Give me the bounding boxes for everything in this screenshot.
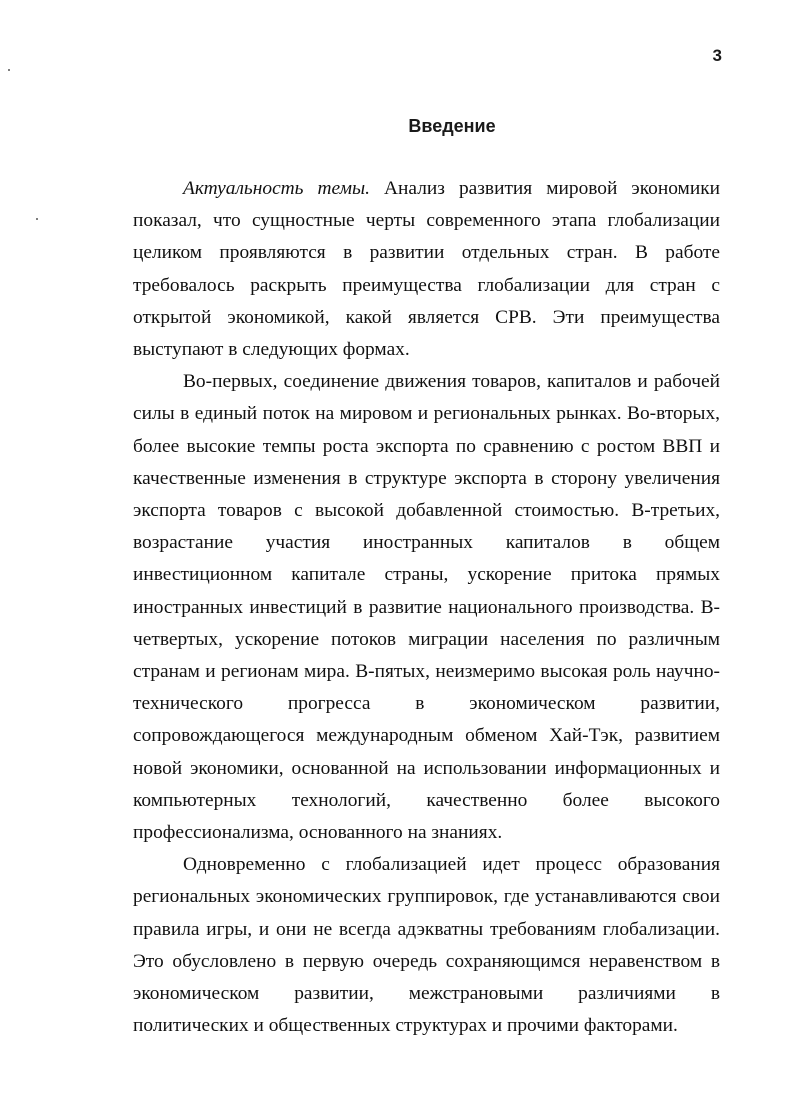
page-number: 3 (712, 46, 722, 65)
paragraph-relevance (133, 173, 720, 366)
paragraph-text: Анализ развития мировой экономики показал, что сущностные черты современного этапа глобализации целиком проявляются в развитии отдельных стран. В работе требовалось раскрыть преимущества глобализации для стран с открытой экономикой, какой является СРВ. Эти преимущества выступают в следующих формах. (133, 178, 721, 361)
body-text (133, 173, 720, 1042)
paragraph-lead: Актуальность темы. (183, 178, 371, 199)
scan-speck (36, 218, 38, 220)
section-title: Введение (408, 116, 496, 136)
paragraph-globalization-forms: Во-первых, соединение движения товаров, капиталов и рабочей силы в единый поток на мировом и региональных рынках. Во-вторых, более высокие темпы роста экспорта по сравнению с ростом ВВП и качественные изменения в структуре экспорта в сторону увеличения экспорта товаров с высокой добавленной стоимостью. В-третьих, возрастание участия иностранных капиталов в общем инвестиционном капитале страны, ускорение притока прямых иностранных инвестиций в развитие национального производства. В-четвертых, ускорение потоков миграции населения по различным странам и регионам мира. В-пятых, неизмеримо высокая роль научно-технического прогресса в экономическом развитии, сопровождающегося международным обменом Хай-Тэк, развитием новой экономики, основанной на использовании информационных и компьютерных технологий, качественно более высокого профессионализма, основанного на знаниях. (133, 371, 720, 844)
scan-speck (8, 69, 10, 71)
paragraph-regional-groupings: Одновременно с глобализацией идет процесс образования региональных экономических группировок, где устанавливаются свои правила игры, и они не всегда адэкватны требованиям глобализации. Это обусловлено в первую очередь сохраняющимся неравенством в экономическом развитии, межстрановыми различиями в политических и общественных структурах и прочими факторами. (133, 854, 720, 1037)
